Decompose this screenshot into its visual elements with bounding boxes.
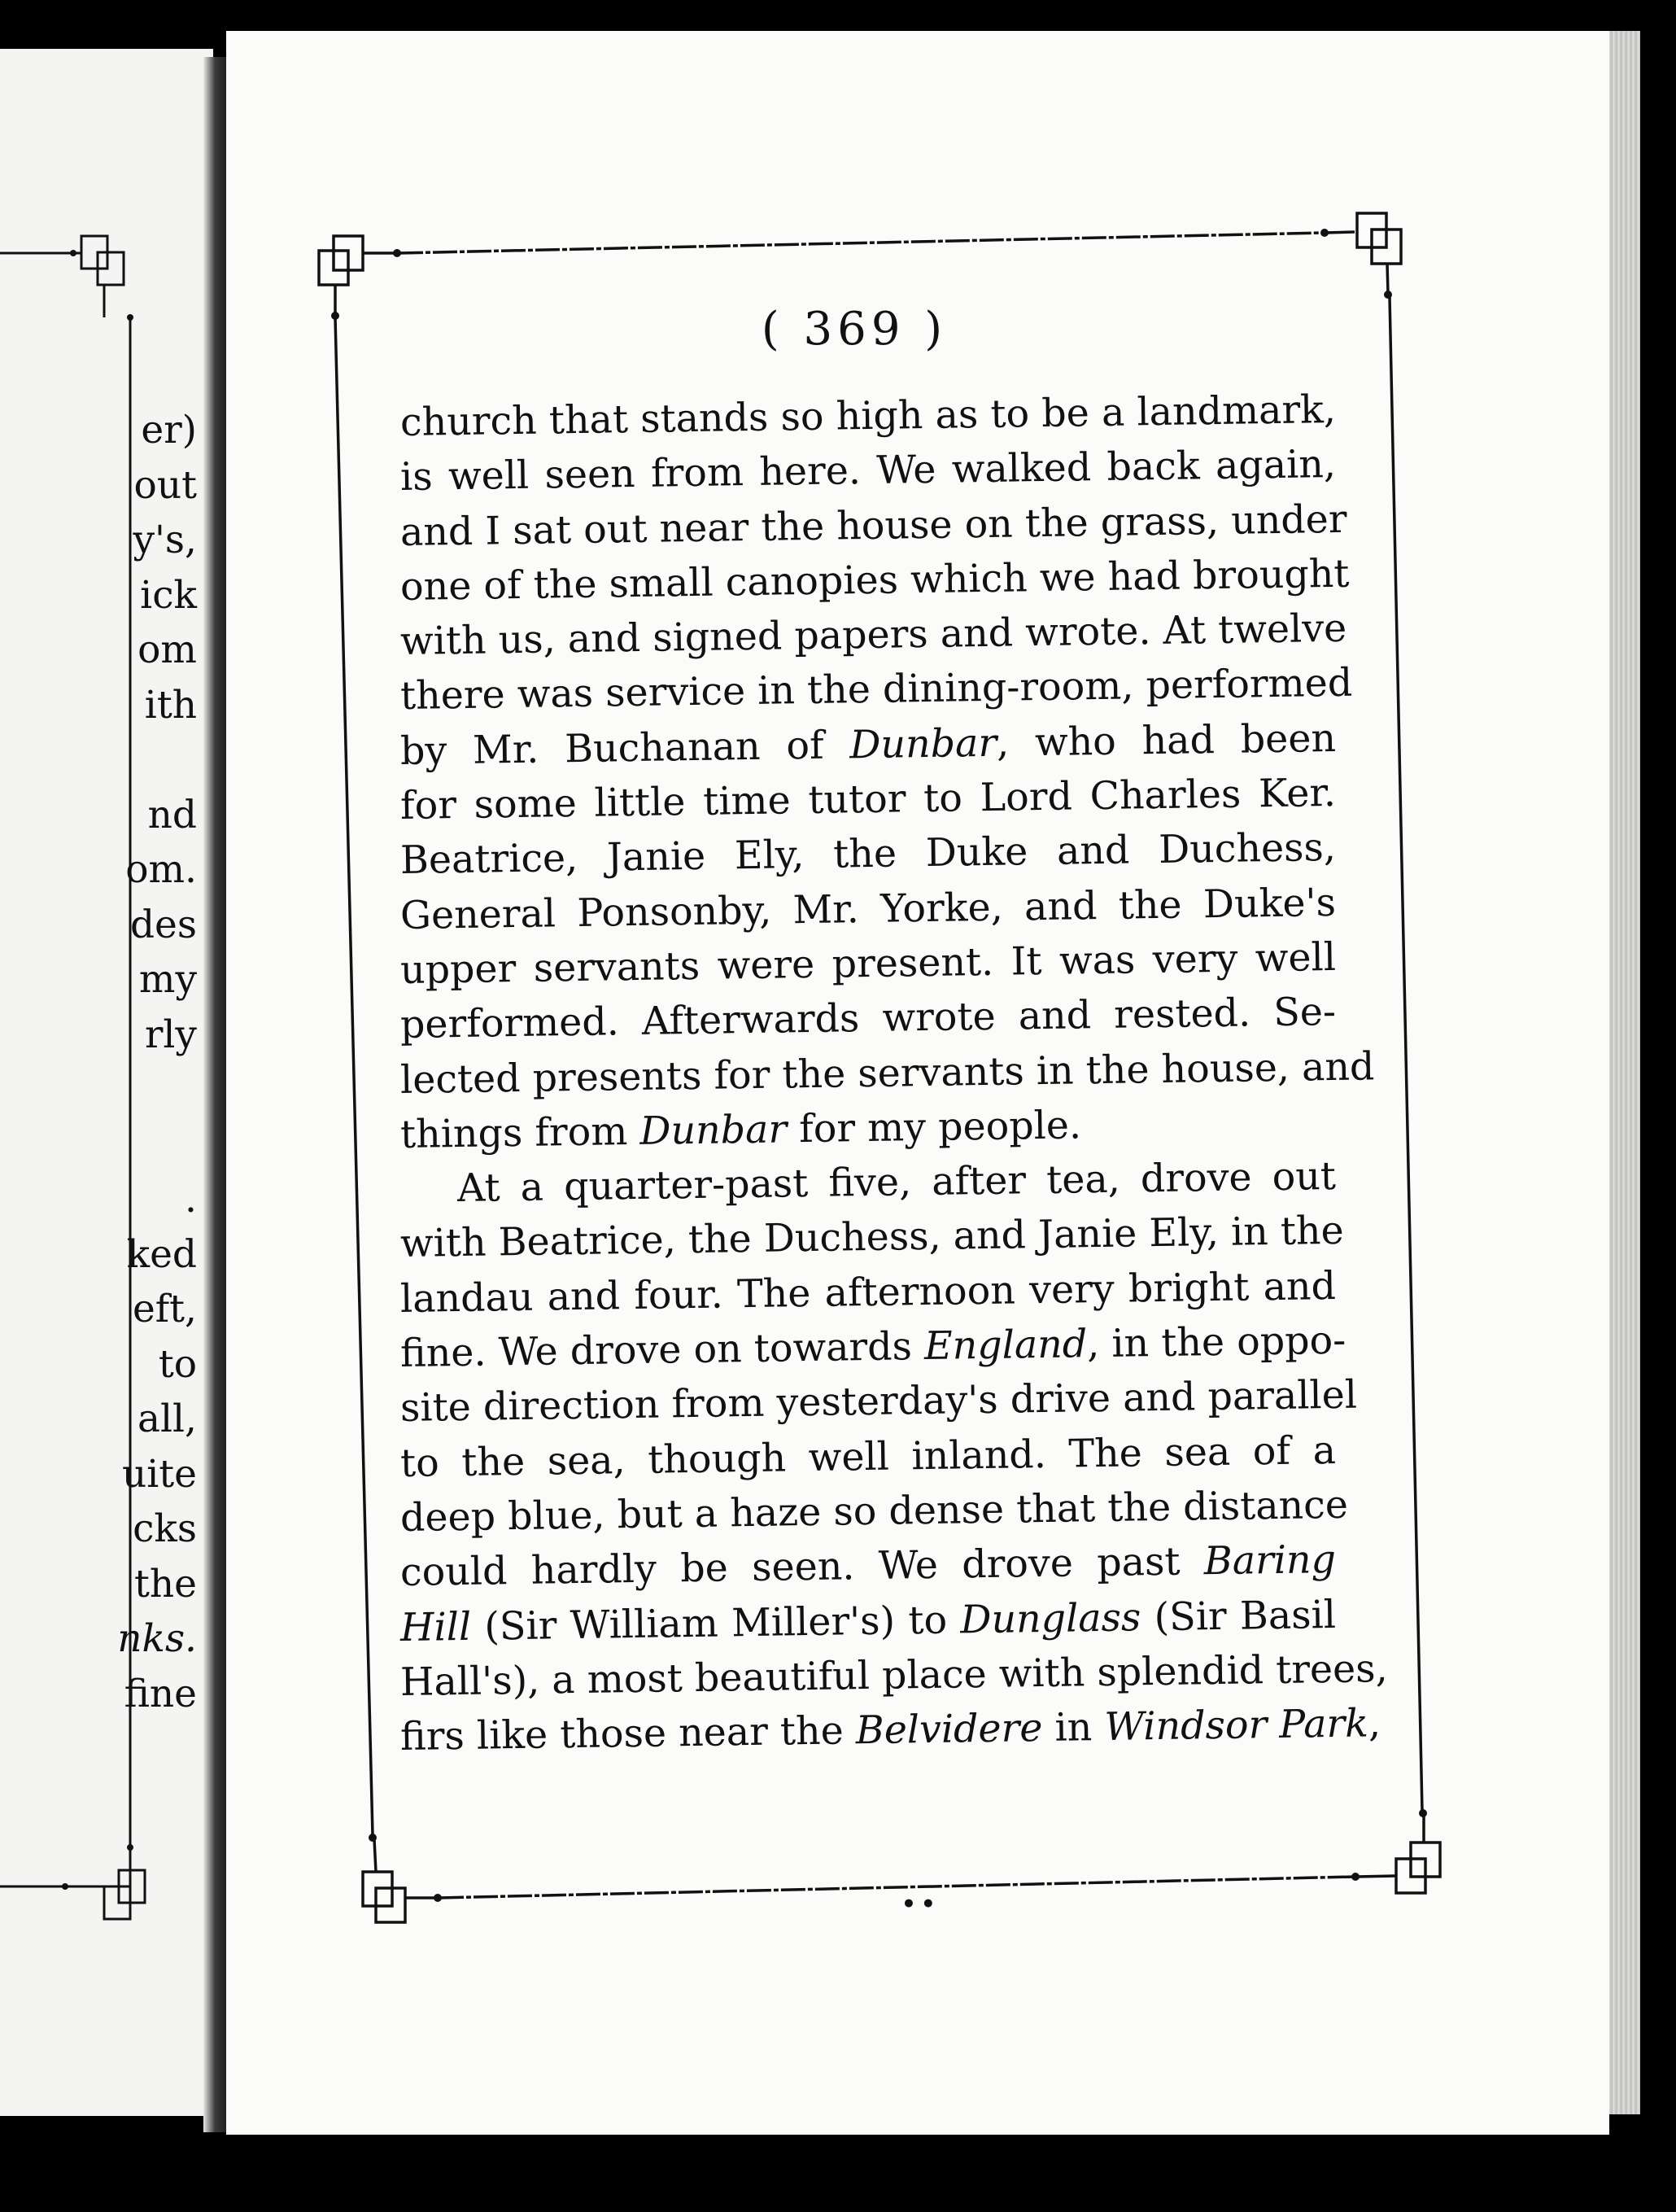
text-line: with us, and signed papers and wrote. At twelve: [399, 605, 1347, 665]
text-line: lected presents for the servants in the house, and: [399, 1043, 1375, 1103]
text-line: and I sat out near the house on the grass, under: [399, 496, 1347, 555]
text-line: Beatrice, Janie Ely, the Duke and Duchess,: [399, 825, 1337, 884]
left-line: y's,: [133, 518, 197, 562]
left-line: to: [158, 1341, 197, 1387]
text-line: Hall's), a most beautiful place with splendid trees,: [399, 1646, 1389, 1705]
text-line: General Ponsonby, Mr. Yorke, and the Duke's: [399, 880, 1337, 938]
text-line: with Beatrice, the Duchess, and Janie Ely, in the: [399, 1209, 1345, 1267]
text-line: upper servants were present. It was very well: [399, 934, 1337, 993]
text-line: is well seen from here. We walked back again,: [399, 442, 1337, 501]
left-line: the: [134, 1561, 197, 1607]
text-line: site direction from yesterday's drive and parallel: [399, 1372, 1358, 1432]
text-line: deep blue, but a haze so dense that the distance: [399, 1482, 1349, 1541]
left-line: nd: [147, 792, 197, 837]
left-line: ick: [140, 572, 197, 618]
left-line: om: [137, 627, 197, 672]
left-line: fine: [124, 1671, 197, 1716]
text-line: to the sea, though well inland. The sea of a: [399, 1427, 1337, 1486]
text-line: fine. We drove on towards England, in the oppo-: [399, 1318, 1346, 1377]
left-line: all,: [137, 1397, 197, 1441]
text-line: church that stands so high as to be a landmark,: [399, 387, 1337, 446]
text-line: performed. Afterwards wrote and rested. Se-: [399, 990, 1337, 1048]
left-line: cks: [133, 1506, 197, 1551]
left-line: om.: [125, 847, 197, 892]
text-line: there was service in the dining-room, performed: [399, 661, 1353, 719]
body-text: [399, 387, 1389, 1760]
left-line: ked: [126, 1231, 197, 1277]
text-line: for some little time tutor to Lord Charles Ker.: [399, 771, 1337, 829]
left-line: des: [129, 902, 197, 947]
text-line: firs like those near the Belvidere in Windsor Park: [399, 1701, 1369, 1760]
left-line: out: [133, 462, 197, 508]
text-line: could hardly be seen. We drove past Baring: [399, 1537, 1337, 1596]
text-line: At a quarter-past five, after tea, drove out: [456, 1154, 1337, 1212]
left-line: er): [141, 408, 197, 452]
left-line: .: [185, 1177, 197, 1222]
text-line: one of the small canopies which we had brought: [399, 551, 1350, 610]
text-line: landau and four. The afternoon very bright and: [399, 1263, 1337, 1322]
text-line: by Mr. Buchanan of Dunbar, who had been: [399, 715, 1337, 774]
left-line: rly: [144, 1012, 197, 1057]
left-line: my: [138, 957, 197, 1002]
text-line: things from Dunbar for my people.: [399, 1103, 1082, 1157]
left-line: uite: [121, 1451, 197, 1497]
text-line: Hill (Sir William Miller's) to Dunglass (Sir Basil: [399, 1592, 1337, 1650]
signature-mark: ••: [901, 1891, 941, 1917]
left-line: ith: [144, 682, 197, 728]
page-number: ( 369 ): [761, 303, 948, 356]
left-line: eft,: [132, 1287, 197, 1331]
left-line: nks.: [117, 1616, 197, 1661]
